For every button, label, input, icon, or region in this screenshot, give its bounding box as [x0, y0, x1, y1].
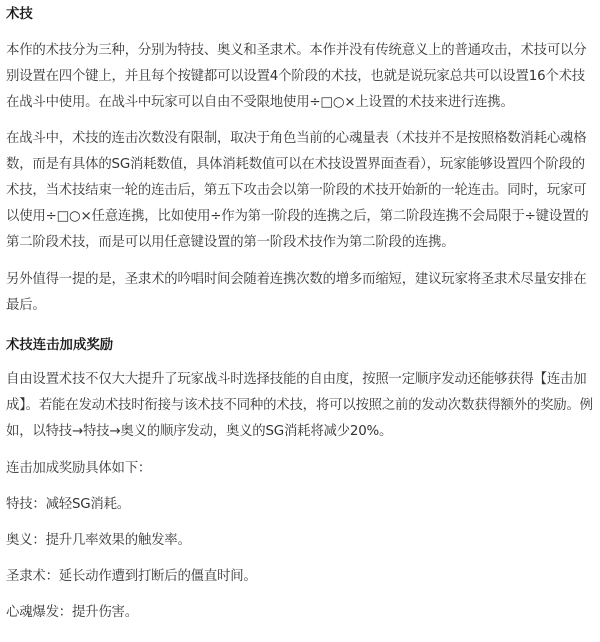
- combo-bonus-item-mystic: 奥义：提升几率效果的触发率。: [6, 533, 191, 548]
- arts-intro-paragraph: 本作的术技分为三种，分别为特技、奥义和圣隶术。本作并没有传统意义上的普通攻击，术技可以分别设置在四个键上，并且每个按键都可以设置4个阶段的术技，也就是说玩家总共可以设置16个术技在战斗中使用。在战斗中玩家可以自由不受限地使用÷□○×上设置的术技来进行连携。: [6, 43, 587, 110]
- section-title-combo-bonus: 术技连击加成奖励: [6, 338, 114, 353]
- arts-hiden-paragraph: 另外值得一提的是，圣隶术的吟唱时间会随着连携次数的增多而缩短，建议玩家将圣隶术尽量安排在最后。: [6, 272, 587, 313]
- arts-combo-paragraph: 在战斗中，术技的连击次数没有限制，取决于角色当前的心魂量表（术技并不是按照格数消耗心魂格数，而是有具体的SG消耗数值，具体消耗数值可以在术技设置界面查看），玩家能够设置四个阶段的术技，当术技结束一轮的连击后，第五下攻击会以第一阶段的术技开始新的一轮连击。同时，玩家可以使用÷□○×任意连携，比如使用÷作为第一阶段的连携之后，第二阶段连携不会局限于÷键设置的第二阶段术技，而是可以用任意键设置的第一阶段术技作为第二阶段的连携。: [6, 131, 589, 250]
- combo-bonus-intro-paragraph: 自由设置术技不仅大大提升了玩家战斗时选择技能的自由度，按照一定顺序发动还能够获得【连击加成】。若能在发动术技时衔接与该术技不同种的术技，将可以按照之前的发动次数获得额外的奖励。例如，以特技→特技→奥义的顺序发动，奥义的SG消耗将减少20%。: [6, 372, 593, 439]
- combo-bonus-item-artes: 特技：减轻SG消耗。: [6, 497, 131, 512]
- combo-bonus-list-intro: 连击加成奖励具体如下：: [6, 461, 152, 476]
- combo-bonus-item-seraphic: 圣隶术：延长动作遭到打断后的僵直时间。: [6, 569, 257, 584]
- section-title-arts: 术技: [6, 7, 33, 22]
- combo-bonus-item-soul-burst: 心魂爆发：提升伤害。: [6, 605, 138, 620]
